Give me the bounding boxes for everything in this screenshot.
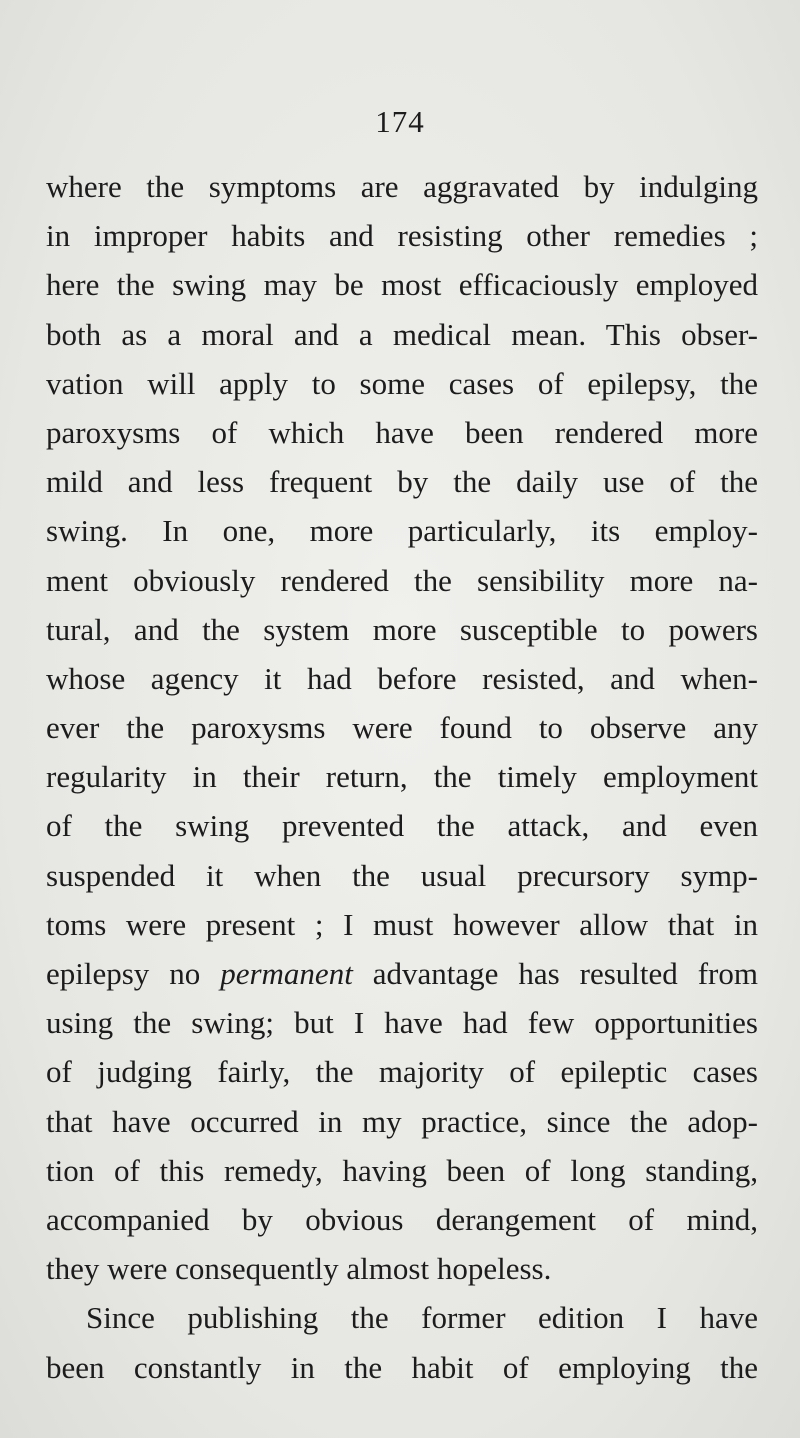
- text-line: Since publishing the former edition I have: [86, 1300, 758, 1336]
- text-line: vation will apply to some cases of epilepsy, the: [46, 365, 758, 401]
- emphasized-word: permanent: [220, 956, 353, 991]
- text-line: regularity in their return, the timely employment: [46, 759, 758, 795]
- text-line: ever the paroxysms were found to observe any: [46, 710, 758, 746]
- text-line: paroxysms of which have been rendered more: [46, 414, 758, 450]
- body-text: [46, 162, 758, 1392]
- text-line: been constantly in the habit of employing the: [46, 1349, 758, 1385]
- text-line: suspended it when the usual precursory symp-: [46, 857, 758, 893]
- text-line: whose agency it had before resisted, and when-: [46, 660, 758, 696]
- text-line: here the swing may be most efficaciously employed: [46, 267, 758, 303]
- text-line: toms were present ; I must however allow that in: [46, 906, 758, 942]
- line-segment: advantage has resulted from: [352, 956, 758, 991]
- text-line: ment obviously rendered the sensibility more na-: [46, 562, 758, 598]
- text-line: they were consequently almost hopeless.: [46, 1251, 552, 1287]
- text-line: using the swing; but I have had few opportunities: [46, 1005, 758, 1041]
- text-line: tion of this remedy, having been of long standing,: [46, 1152, 758, 1188]
- text-line: mild and less frequent by the daily use of the: [46, 464, 758, 500]
- text-line: in improper habits and resisting other remedies ;: [46, 218, 758, 254]
- text-line: of the swing prevented the attack, and even: [46, 808, 758, 844]
- paragraph-2: [46, 1293, 758, 1391]
- paragraph-1: [46, 162, 758, 1293]
- line-segment: epilepsy no: [46, 956, 221, 991]
- text-line: where the symptoms are aggravated by indulging: [46, 169, 758, 204]
- text-line: of judging fairly, the majority of epileptic cases: [46, 1054, 758, 1090]
- text-line: swing. In one, more particularly, its employ-: [46, 513, 758, 549]
- text-line: tural, and the system more susceptible to powers: [46, 611, 758, 647]
- text-line-with-emphasis: [46, 949, 758, 998]
- page-number: 174: [375, 104, 425, 139]
- text-line: accompanied by obvious derangement of mind,: [46, 1201, 758, 1237]
- text-line: both as a moral and a medical mean. This obser-: [46, 316, 758, 352]
- text-line: that have occurred in my practice, since the adop-: [46, 1103, 758, 1139]
